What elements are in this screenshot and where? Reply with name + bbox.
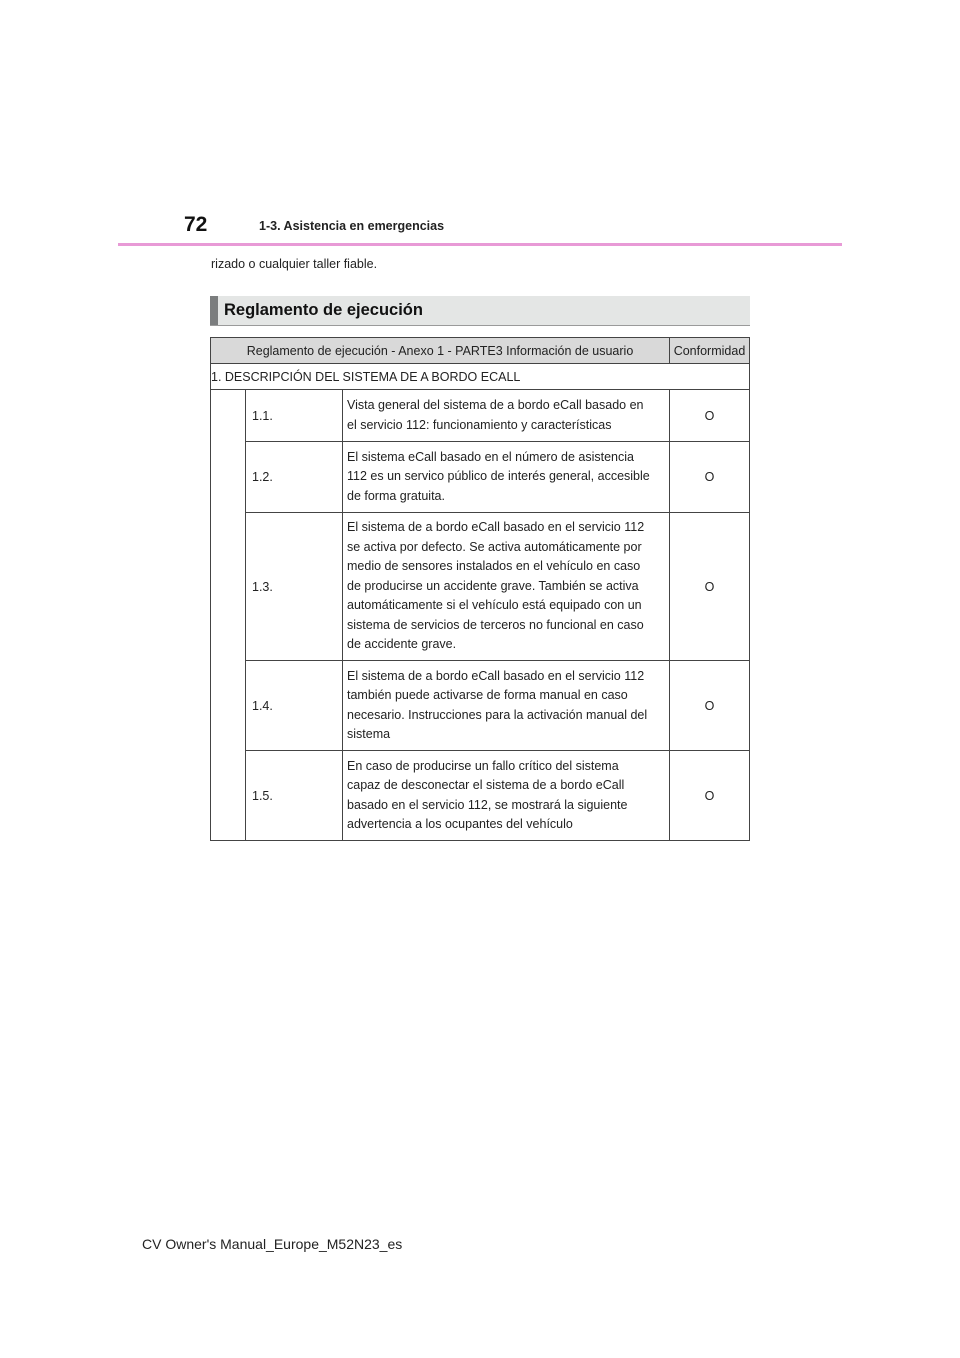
table-row <box>211 442 750 513</box>
text-line: En caso de producirse un fallo crítico del sistema <box>347 758 619 773</box>
section-title: 1. DESCRIPCIÓN DEL SISTEMA DE A BORDO ECALL <box>211 364 750 390</box>
regulation-table <box>210 337 750 841</box>
text-line: capaz de desconectar el sistema de a bordo eCall <box>347 778 625 792</box>
text-line: sistema <box>347 727 391 741</box>
heading-accent-bar <box>210 296 218 325</box>
text-line: El sistema de a bordo eCall basado en el servicio 112 <box>347 668 645 683</box>
row-number: 1.5. <box>246 751 343 841</box>
text-line: 112 es un servico público de interés general, accesible <box>347 469 650 484</box>
text-line: Vista general del sistema de a bordo eCall basado en <box>347 398 644 412</box>
text-line: el servicio 112: funcionamiento y características <box>347 417 612 432</box>
section-heading-box <box>210 296 750 326</box>
row-number: 1.3. <box>246 513 343 661</box>
text-line: advertencia a los ocupantes del vehículo <box>347 817 573 831</box>
row-text <box>343 751 670 841</box>
text-line: necesario. Instrucciones para la activación manual del <box>347 707 648 722</box>
text-line: de forma gratuita. <box>347 488 445 503</box>
row-number: 1.2. <box>246 442 343 513</box>
indent-cell <box>211 390 246 841</box>
row-text <box>343 513 670 661</box>
text-line: de producirse un accidente grave. También se activa <box>347 578 639 593</box>
column-header-conformity: Conformidad <box>670 338 750 364</box>
text-line: también puede activarse de forma manual en caso <box>347 688 628 702</box>
row-conformity: O <box>670 661 750 751</box>
text-line: El sistema de a bordo eCall basado en el servicio 112 <box>347 520 645 535</box>
page-number: 72 <box>184 213 208 236</box>
text-line: sistema de servicios de terceros no funcional en caso <box>347 617 644 632</box>
text-line: El sistema eCall basado en el número de asistencia <box>347 449 634 464</box>
table-row <box>211 513 750 661</box>
column-header-description: Reglamento de ejecución - Anexo 1 - PARTE3 Información de usuario <box>211 338 670 364</box>
table-row <box>211 661 750 751</box>
section-header: 1-3. Asistencia en emergencias <box>259 219 445 233</box>
text-line: basado en el servicio 112, se mostrará la siguiente <box>347 797 628 812</box>
row-text <box>343 390 670 442</box>
text-line: automáticamente si el vehículo está equipado con un <box>347 598 642 613</box>
row-number: 1.4. <box>246 661 343 751</box>
row-text <box>343 442 670 513</box>
row-text <box>343 661 670 751</box>
header-rule <box>118 243 842 246</box>
section-heading: Reglamento de ejecución <box>224 301 423 319</box>
intro-text: rizado o cualquier taller fiable. <box>211 257 378 271</box>
footer-text: CV Owner's Manual_Europe_M52N23_es <box>142 1236 403 1252</box>
table-row <box>211 751 750 841</box>
row-number: 1.1. <box>246 390 343 442</box>
row-conformity: O <box>670 442 750 513</box>
section-title-row <box>211 364 750 390</box>
row-conformity: O <box>670 390 750 442</box>
table-header-row <box>211 338 750 364</box>
text-line: se activa por defecto. Se activa automáticamente por <box>347 539 642 554</box>
table-row <box>211 390 750 442</box>
row-conformity: O <box>670 751 750 841</box>
text-line: de accidente grave. <box>347 637 457 652</box>
row-conformity: O <box>670 513 750 661</box>
text-line: medio de sensores instalados en el vehículo en caso <box>347 559 641 574</box>
